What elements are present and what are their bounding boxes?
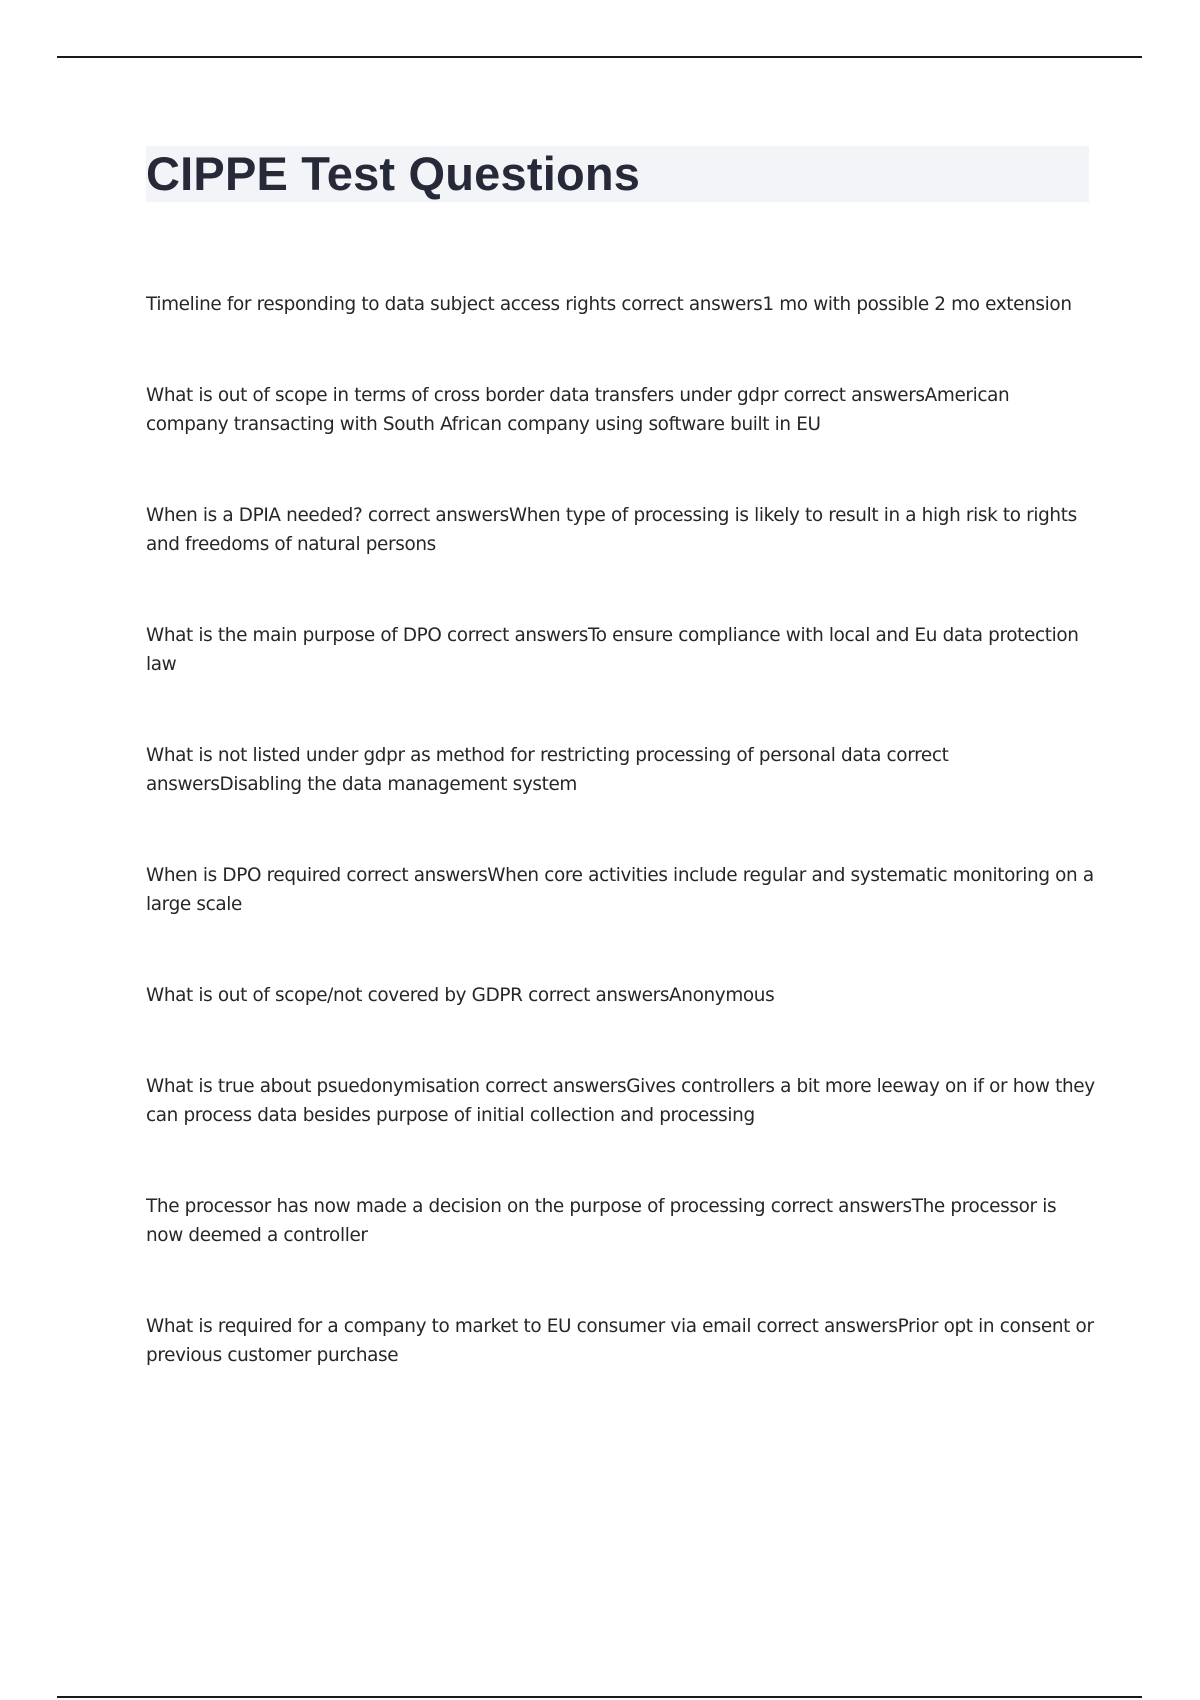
qa-item: When is DPO required correct answersWhen core activities include regular and systematic monitoring on a large scale (146, 865, 1094, 915)
qa-item: What is the main purpose of DPO correct answersTo ensure compliance with local and Eu data protection law (146, 625, 1079, 675)
page-title: CIPPE Test Questions (146, 147, 641, 200)
qa-item: What is required for a company to market to EU consumer via email correct answersPrior opt in consent or previous customer purchase (146, 1316, 1094, 1366)
qa-item: The processor has now made a decision on the purpose of processing correct answersThe processor is now deemed a controller (146, 1196, 1057, 1246)
bottom-rule (57, 1696, 1142, 1698)
qa-item: What is not listed under gdpr as method for restricting processing of personal data correct answersDisabling the data management system (146, 745, 949, 795)
question-list (146, 290, 1096, 1432)
qa-item: When is a DPIA needed? correct answersWhen type of processing is likely to result in a high risk to rights and freedoms of natural persons (146, 505, 1077, 555)
qa-item: What is out of scope in terms of cross border data transfers under gdpr correct answersAmerican company transacting with South African company using software built in EU (146, 385, 1010, 435)
qa-item: What is true about psuedonymisation correct answersGives controllers a bit more leeway on if or how they can process data besides purpose of initial collection and processing (146, 1076, 1095, 1126)
qa-item: What is out of scope/not covered by GDPR correct answersAnonymous (146, 985, 775, 1006)
top-rule (57, 56, 1142, 58)
qa-item: Timeline for responding to data subject access rights correct answers1 mo with possible 2 mo extension (146, 294, 1072, 315)
